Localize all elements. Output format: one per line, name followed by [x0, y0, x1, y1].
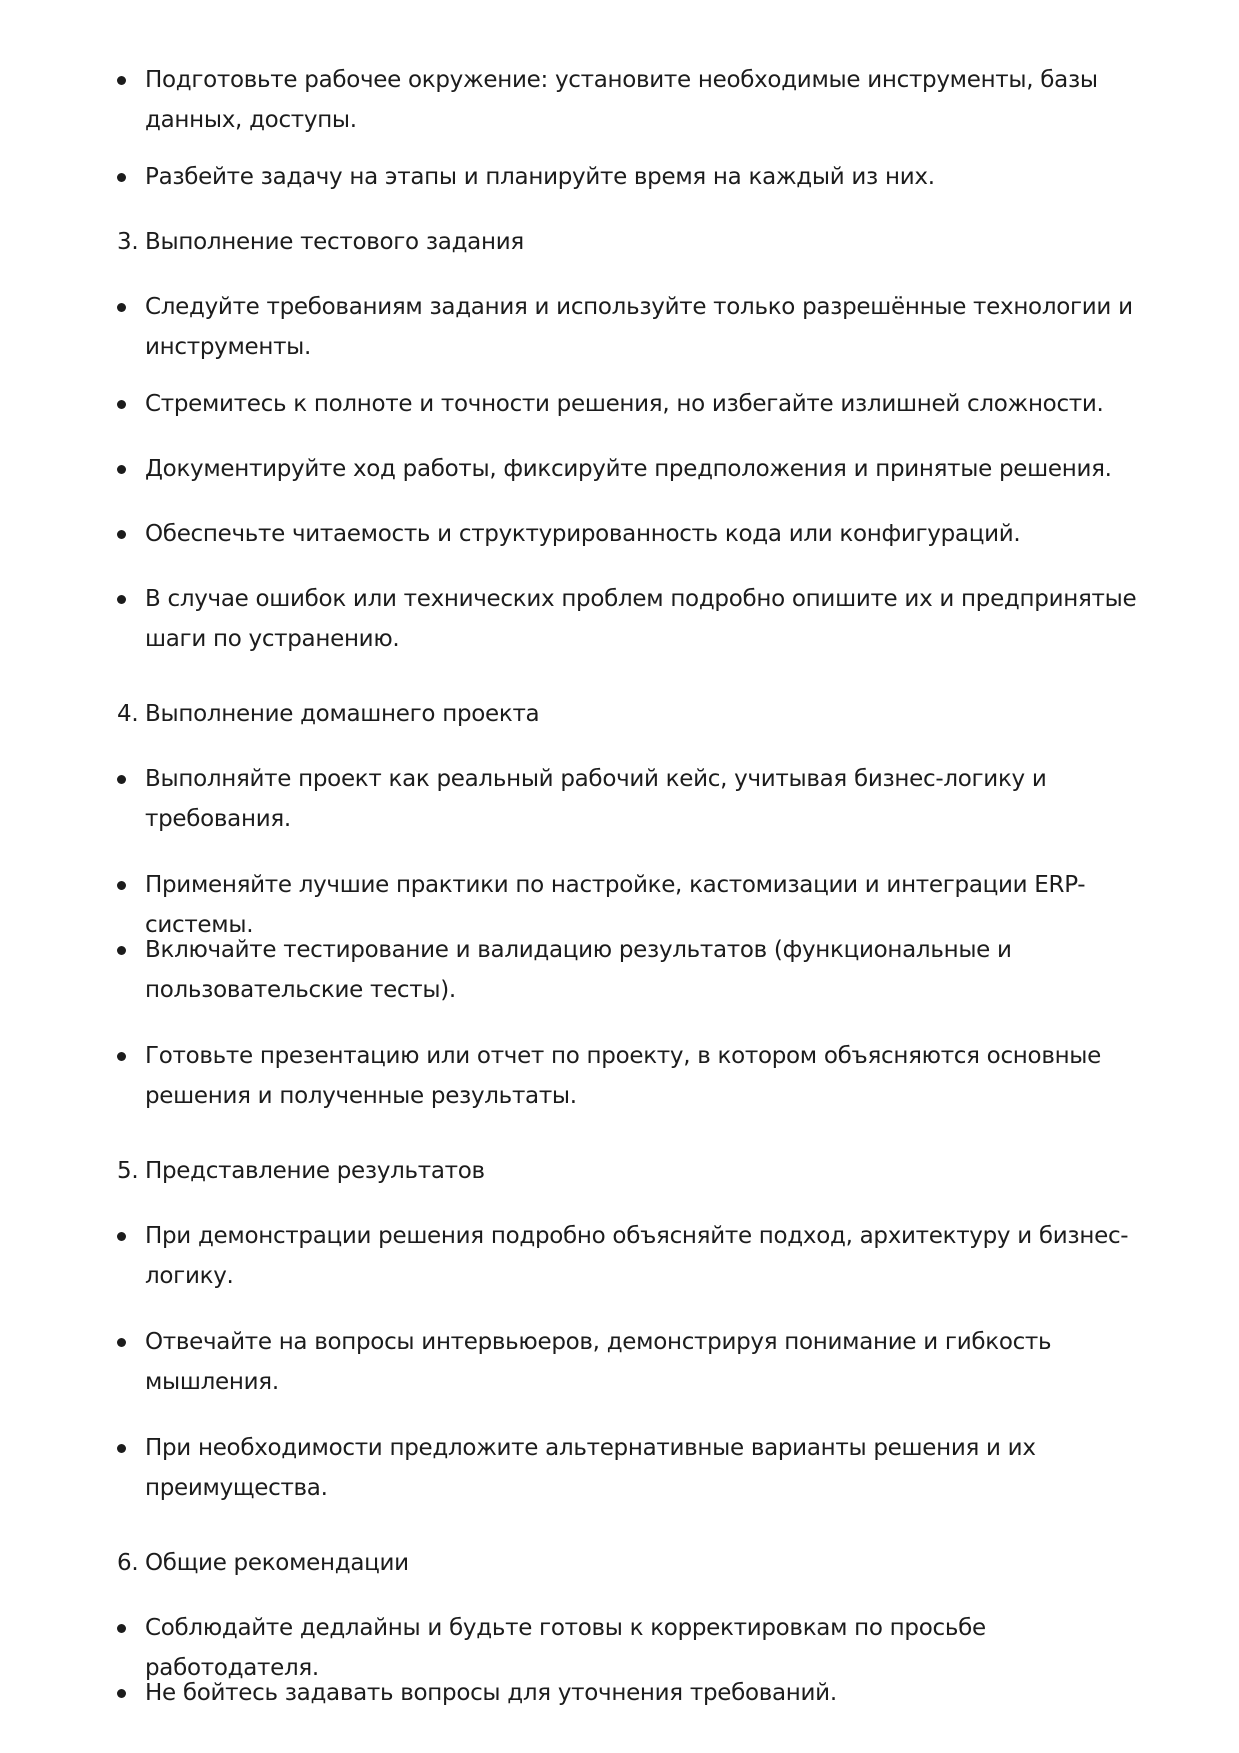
section-number: 4. — [117, 701, 139, 727]
bullet-dot-icon — [117, 303, 126, 312]
section-title: Общие рекомендации — [145, 1550, 409, 1576]
bullet-dot-icon — [117, 465, 126, 474]
list-item-text: Обеспечьте читаемость и структурированность кода или конфигураций. — [145, 521, 1021, 547]
bullet-dot-icon — [117, 1624, 126, 1633]
list-item-text: Не бойтесь задавать вопросы для уточнения требований. — [145, 1680, 837, 1706]
bullet-dot-icon — [117, 400, 126, 409]
list-item-text: Подготовьте рабочее окружение: установите необходимые инструменты, базы данных, доступы. — [145, 67, 1098, 133]
section-number: 6. — [117, 1550, 139, 1576]
bullet-dot-icon — [117, 1689, 126, 1698]
list-item-text: Следуйте требованиям задания и используйте только разрешённые технологии и инструменты. — [145, 294, 1133, 360]
bullet-dot-icon — [117, 946, 126, 955]
section-title: Выполнение тестового задания — [145, 229, 524, 255]
bullet-dot-icon — [117, 595, 126, 604]
list-item-text: При необходимости предложите альтернативные варианты решения и их преимущества. — [145, 1435, 1036, 1501]
section-title: Представление результатов — [145, 1158, 485, 1184]
bullet-dot-icon — [117, 1232, 126, 1241]
bullet-dot-icon — [117, 881, 126, 890]
list-item-text: Соблюдайте дедлайны и будьте готовы к корректировкам по просьбе работодателя. — [145, 1615, 986, 1681]
list-item-text: Разбейте задачу на этапы и планируйте время на каждый из них. — [145, 164, 935, 190]
list-item-text: При демонстрации решения подробно объясняйте подход, архитектуру и бизнес-логику. — [145, 1223, 1129, 1289]
bullet-dot-icon — [117, 76, 126, 85]
section-number: 5. — [117, 1158, 139, 1184]
bullet-dot-icon — [117, 1052, 126, 1061]
section-title: Выполнение домашнего проекта — [145, 701, 540, 727]
list-item-text: Документируйте ход работы, фиксируйте предположения и принятые решения. — [145, 456, 1112, 482]
bullet-dot-icon — [117, 530, 126, 539]
list-item-text: В случае ошибок или технических проблем подробно опишите их и предпринятые шаги по устранению. — [145, 586, 1137, 652]
list-item-text: Включайте тестирование и валидацию результатов (функциональные и пользовательские тесты). — [145, 937, 1012, 1003]
bullet-dot-icon — [117, 1338, 126, 1347]
list-item-text: Применяйте лучшие практики по настройке, кастомизации и интеграции ERP-системы. — [145, 872, 1086, 938]
list-item-text: Отвечайте на вопросы интервьюеров, демонстрируя понимание и гибкость мышления. — [145, 1329, 1052, 1395]
bullet-dot-icon — [117, 775, 126, 784]
list-item-text: Стремитесь к полноте и точности решения, но избегайте излишней сложности. — [145, 391, 1104, 417]
section-number: 3. — [117, 229, 139, 255]
list-item-text: Готовьте презентацию или отчет по проекту, в котором объясняются основные решения и полученные результаты. — [145, 1043, 1102, 1109]
bullet-dot-icon — [117, 173, 126, 182]
list-item-text: Выполняйте проект как реальный рабочий кейс, учитывая бизнес-логику и требования. — [145, 766, 1047, 832]
bullet-dot-icon — [117, 1444, 126, 1453]
